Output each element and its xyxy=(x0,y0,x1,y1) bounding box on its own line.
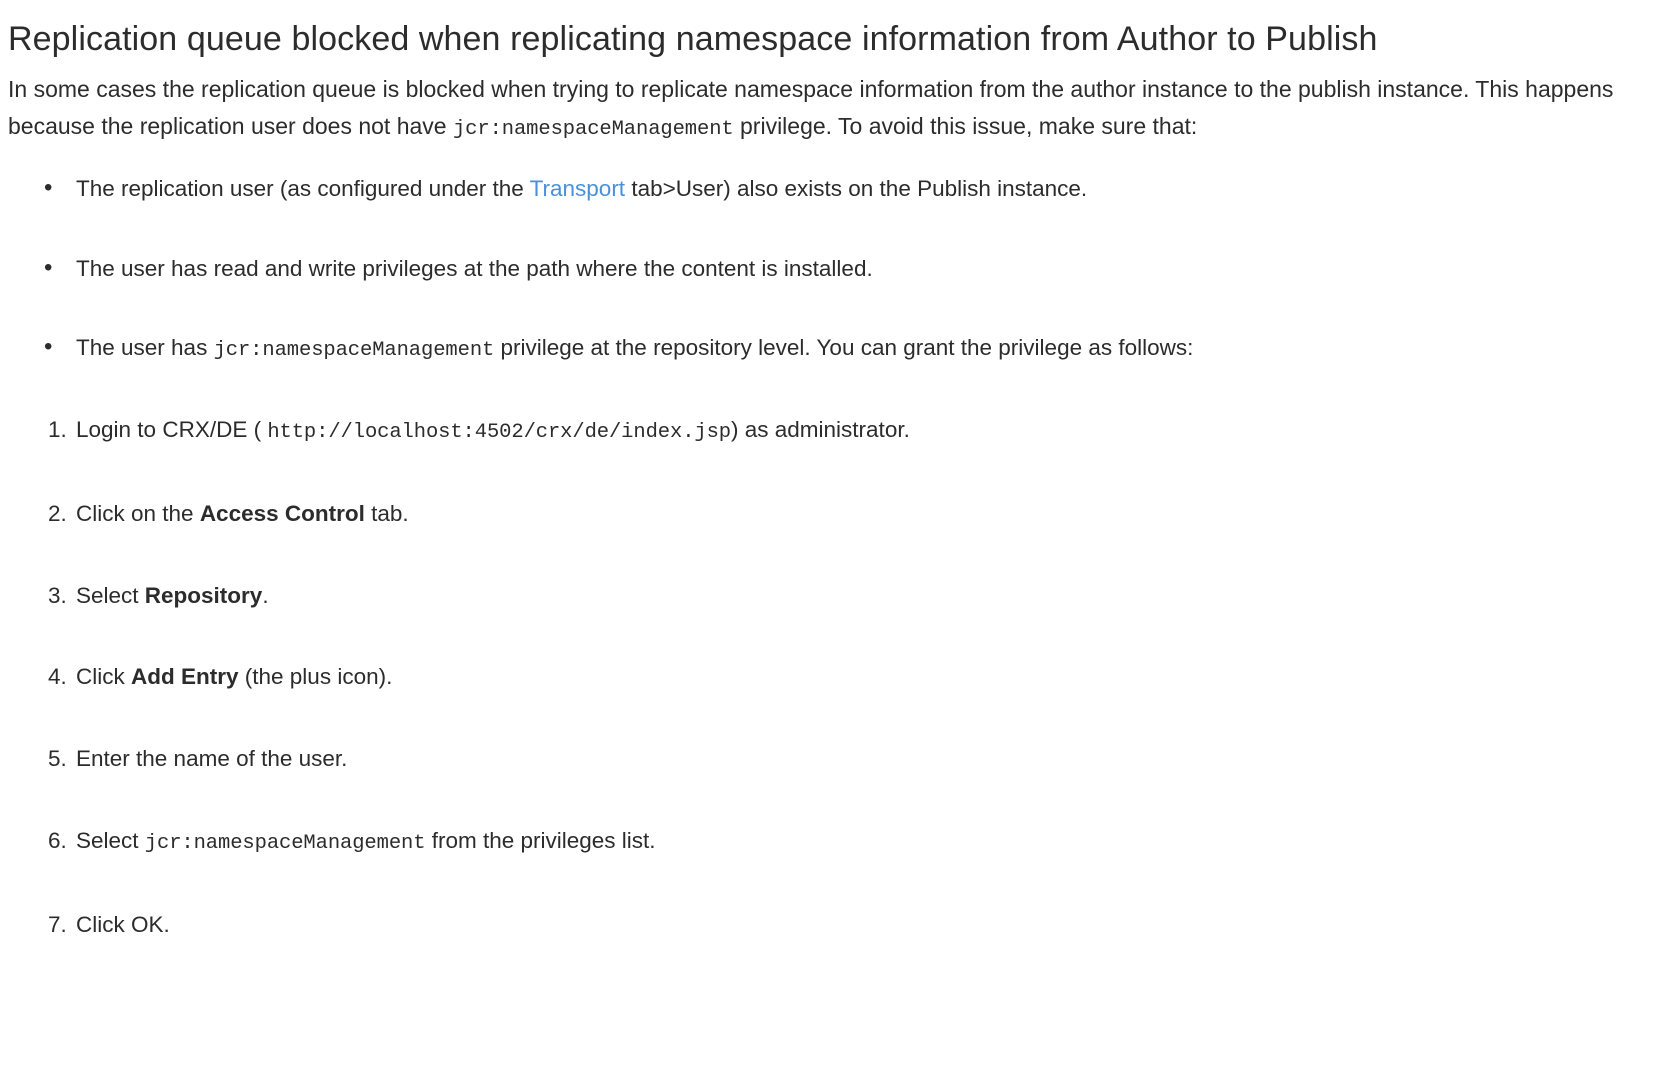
list-item xyxy=(8,908,1646,942)
list-item xyxy=(8,413,1646,449)
bullet-1-part1: The replication user (as configured under the xyxy=(76,175,530,201)
step-6-part2: from the privileges list. xyxy=(425,827,656,853)
intro-text-part1: In some cases the replication queue is blocked when trying to replicate namespace information from the author instance to the publish instance. This happens because the replication user does not have xyxy=(8,75,1620,139)
step-3-bold: Repository xyxy=(144,582,263,608)
step-1-code-url: http://localhost:4502/crx/de/index.jsp xyxy=(267,421,732,445)
requirements-list xyxy=(8,172,1646,367)
step-6-code-privilege: jcr:namespaceManagement xyxy=(144,831,426,855)
bullet-3-code-privilege: jcr:namespaceManagement xyxy=(213,339,495,363)
step-7-part1: Click OK. xyxy=(76,911,170,937)
list-item xyxy=(8,579,1646,613)
bullet-1-part2: tab>User) also exists on the Publish instance. xyxy=(625,175,1088,201)
intro-code-privilege: jcr:namespaceManagement xyxy=(452,117,734,141)
step-1-part1: Login to CRX/DE ( xyxy=(76,417,268,443)
transport-tab-link[interactable]: Transport xyxy=(529,175,626,201)
list-item xyxy=(8,497,1646,531)
list-item xyxy=(8,824,1646,860)
step-6-part1: Select xyxy=(76,827,145,853)
page-title: Replication queue blocked when replicating namespace information from Author to Publish xyxy=(8,20,1378,58)
bullet-3-part1: The user has xyxy=(76,335,214,361)
step-2-part2: tab. xyxy=(364,500,409,526)
step-4-bold: Add Entry xyxy=(131,664,239,690)
step-4-part1: Click xyxy=(76,664,131,690)
list-item xyxy=(8,331,1646,367)
list-item xyxy=(8,660,1646,694)
intro-text-part2: privilege. To avoid this issue, make sure that: xyxy=(733,112,1198,139)
step-2-bold: Access Control xyxy=(199,500,365,526)
step-3-part2: . xyxy=(262,582,269,608)
step-2-part1: Click on the xyxy=(76,500,200,526)
intro-paragraph xyxy=(8,71,1646,146)
list-item xyxy=(8,172,1646,206)
bullet-3-part2: privilege at the repository level. You can grant the privilege as follows: xyxy=(494,335,1194,361)
step-1-part2: ) as administrator. xyxy=(731,417,910,443)
list-item xyxy=(8,252,1646,286)
step-5-part1: Enter the name of the user. xyxy=(76,746,348,772)
step-4-part2: (the plus icon). xyxy=(238,664,393,690)
step-3-part1: Select xyxy=(76,582,145,608)
bullet-2-part1: The user has read and write privileges at the path where the content is installed. xyxy=(76,255,873,281)
steps-list xyxy=(8,413,1646,941)
list-item xyxy=(8,742,1646,776)
